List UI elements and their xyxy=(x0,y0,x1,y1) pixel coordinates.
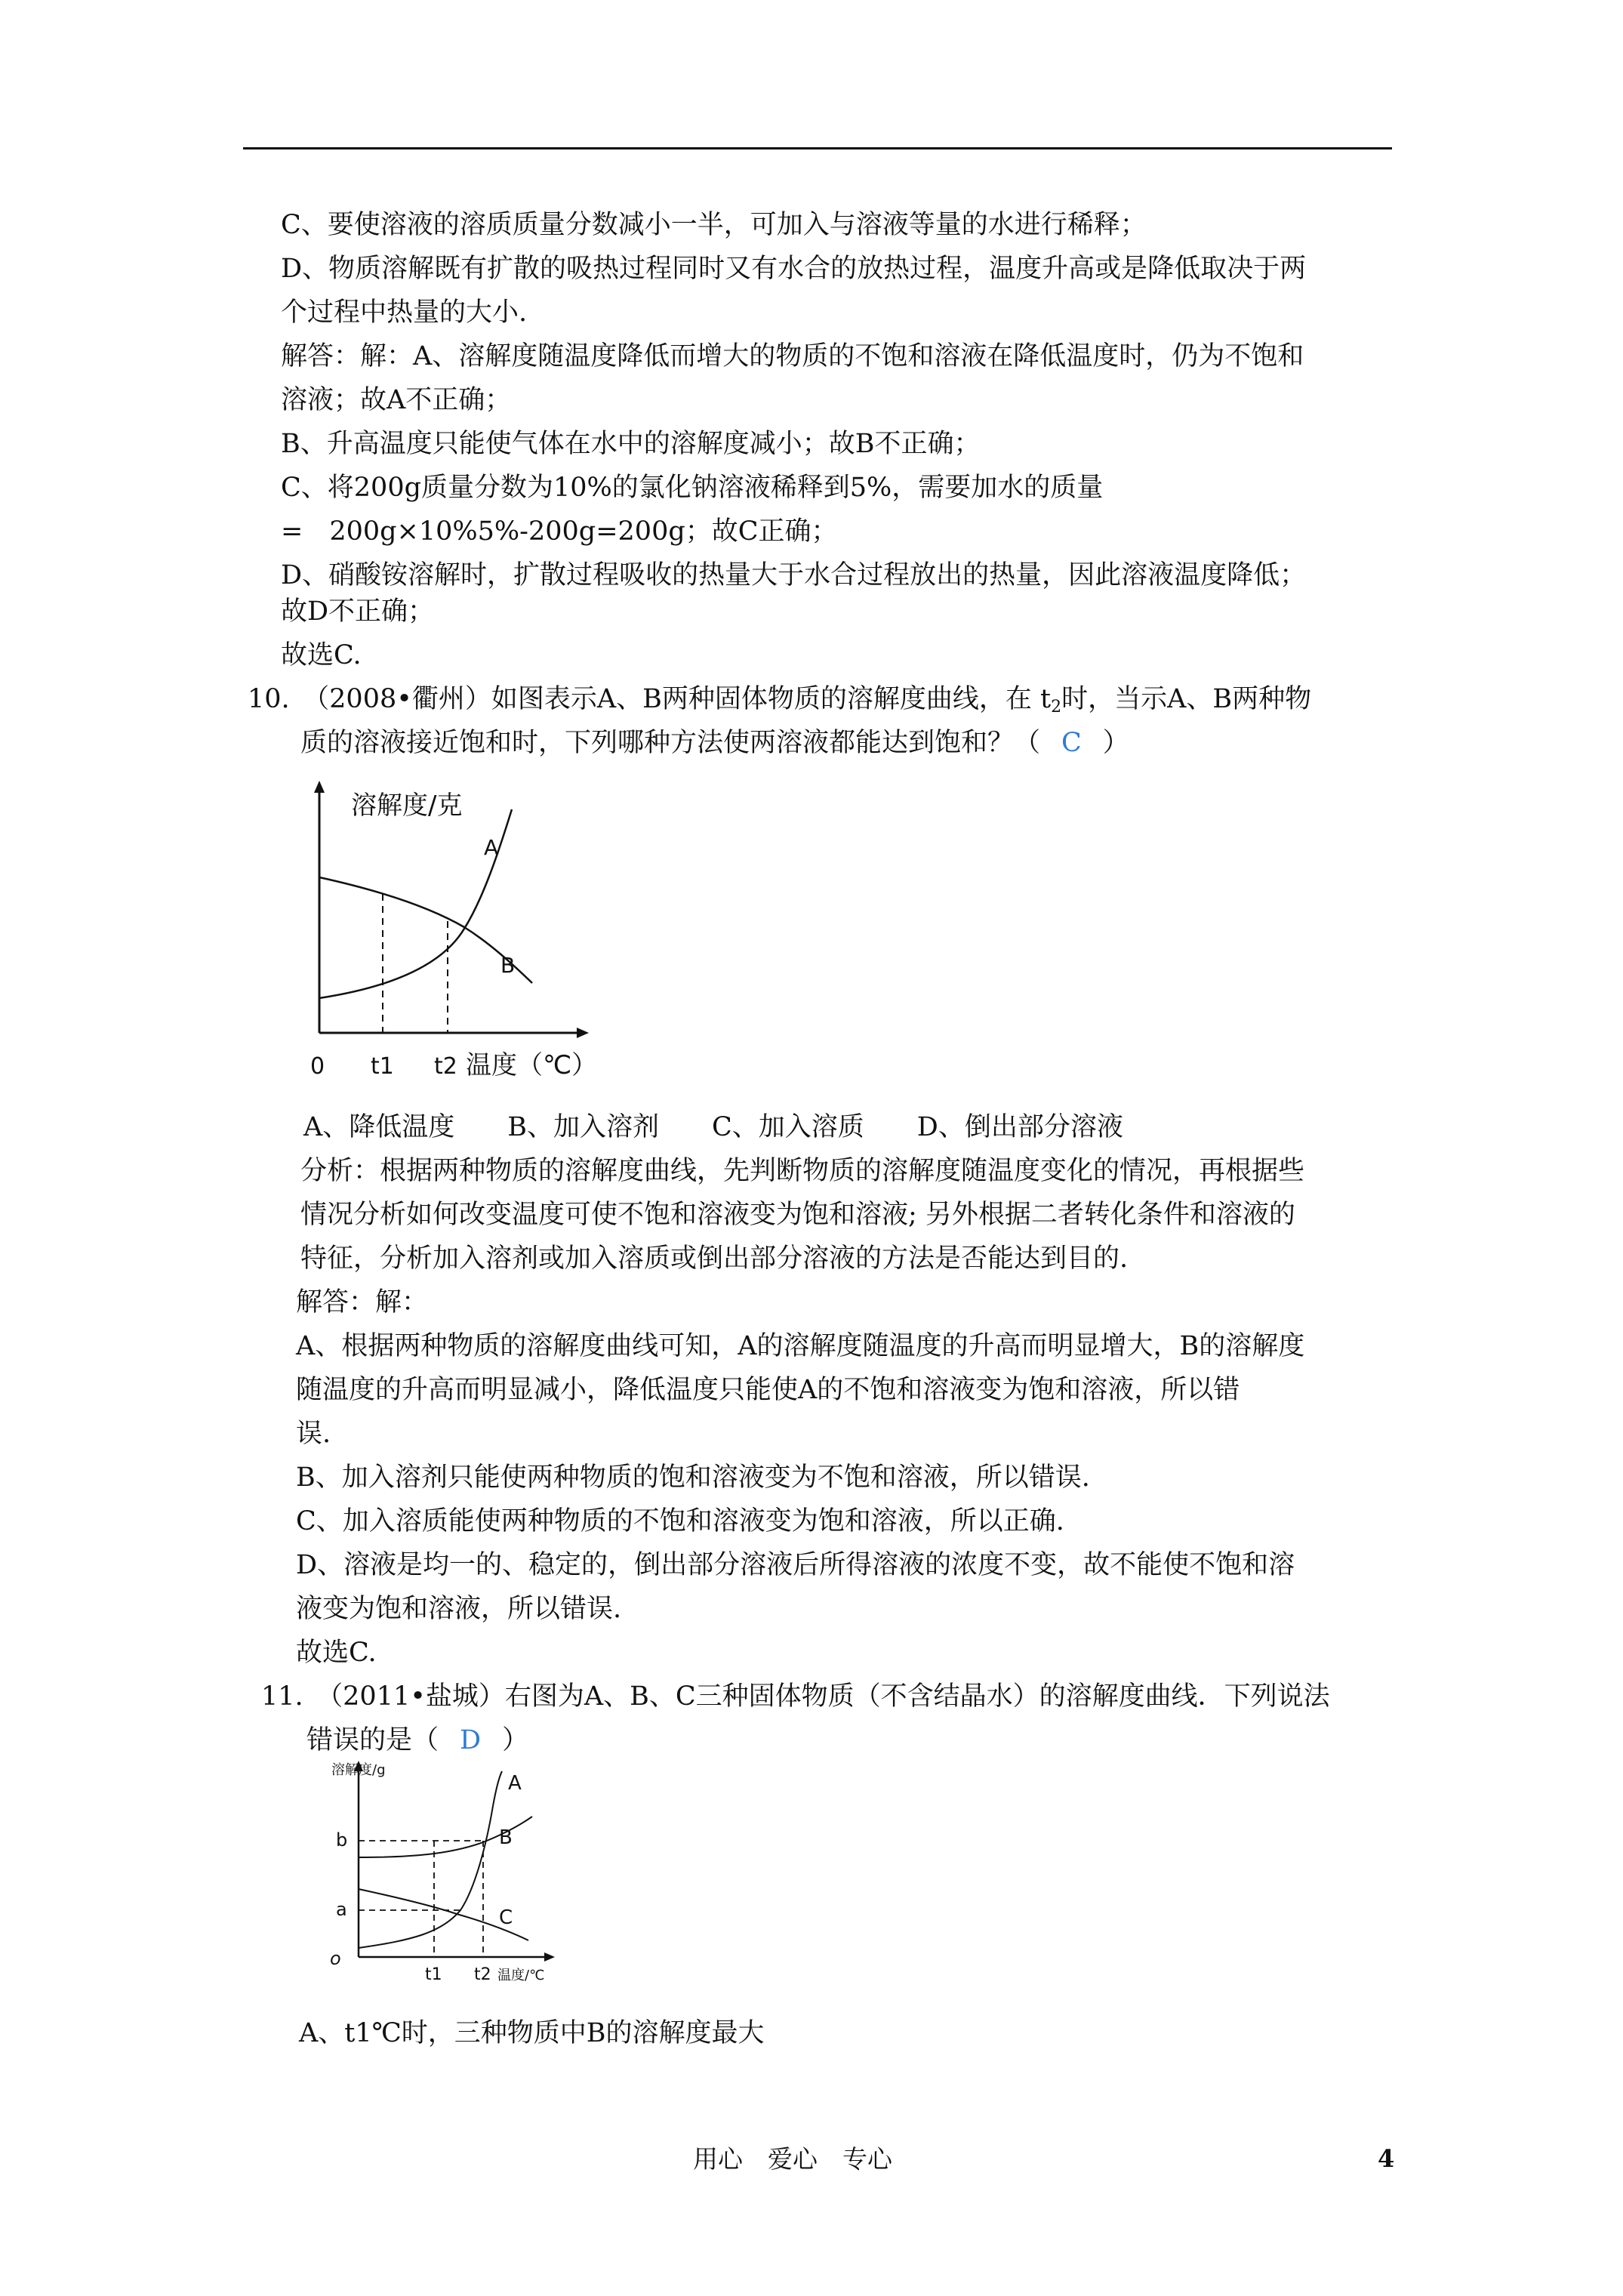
q11-answer: D xyxy=(460,1725,482,1755)
q10-options: A、降低温度 B、加入溶剂 C、加入溶质 D、倒出部分溶液 xyxy=(303,1112,1123,1142)
chart2-ylabel xyxy=(331,1762,386,1778)
text-line: 个过程中热量的大小. xyxy=(281,297,528,328)
text-line: = 200g×10%5%-200g=200g；故C正确； xyxy=(281,516,838,547)
chart2-label-C: C xyxy=(499,1906,513,1929)
q10-answer: C xyxy=(1061,728,1082,758)
text-line: B、加入溶剂只能使两种物质的饱和溶液变为不饱和溶液，所以错误. xyxy=(296,1462,1090,1493)
text-line: C、要使溶液的溶质质量分数减小一半，可加入与溶液等量的水进行稀释； xyxy=(281,210,1147,240)
q10-text-c: 质的溶液接近饱和时，下列哪种方法使两溶液都能达到饱和？（ xyxy=(300,728,1041,758)
q11-option-A: A、t1℃时，三种物质中B的溶解度最大 xyxy=(299,2018,765,2048)
chart2-tick-t2: t2 xyxy=(474,1965,491,1984)
header-rule xyxy=(243,147,1392,149)
chart2-label-B: B xyxy=(499,1826,513,1849)
chart2-origin: o xyxy=(330,1948,341,1969)
text-line: 特征，分析加入溶剂或加入溶质或倒出部分溶液的方法是否能达到目的. xyxy=(300,1244,1129,1274)
solubility-chart-2 xyxy=(321,1759,562,1986)
q10-text-a: 10. （2008•衢州）如图表示A、B两种固体物质的溶解度曲线，在 t xyxy=(248,684,1052,714)
question-10-line2 xyxy=(300,722,1129,764)
text-line: D、物质溶解既有扩散的吸热过程同时又有水合的放热过程，温度升高或是降低取决于两 xyxy=(281,254,1307,284)
q10-close: ） xyxy=(1102,728,1129,758)
text-line: C、将200g质量分数为10%的氯化钠溶液稀释到5%，需要加水的质量 xyxy=(281,473,1104,503)
chart2-mark-b: b xyxy=(336,1829,348,1851)
chart2-tick-t1: t1 xyxy=(425,1965,442,1984)
chart1-origin: 0 xyxy=(310,1053,325,1080)
chart1-tick-t1: t1 xyxy=(371,1053,394,1080)
chart2-xlabel: 温度/℃ xyxy=(497,1968,545,1983)
text-line: D、硝酸铵溶解时，扩散过程吸收的热量大于水合过程放出的热量，因此溶液温度降低； xyxy=(281,560,1307,590)
text-line: 故D不正确； xyxy=(281,596,435,627)
text-line: B、升高温度只能使气体在水中的溶解度减小；故B不正确； xyxy=(281,429,981,459)
chart1-ylabel: 溶解度/克 xyxy=(351,791,463,821)
chart1-label-B: B xyxy=(500,953,516,978)
page-number: 4 xyxy=(1378,2144,1395,2173)
text-line: 分析：根据两种物质的溶解度曲线，先判断物质的溶解度随温度变化的情况，再根据些 xyxy=(300,1156,1305,1186)
text-line: 解答：解：A、溶解度随温度降低而增大的物质的不饱和溶液在降低温度时，仍为不饱和 xyxy=(281,341,1304,371)
footer-motto: 用心 爱心 专心 xyxy=(693,2144,892,2174)
text-line: 故选C. xyxy=(281,640,362,670)
q10-subscript: 2 xyxy=(1051,698,1062,717)
solubility-chart-1 xyxy=(298,778,615,1095)
text-line: 解答：解： xyxy=(296,1287,429,1318)
text-line: A、根据两种物质的溶解度曲线可知，A的溶解度随温度的升高而明显增大，B的溶解度 xyxy=(296,1331,1305,1361)
chart2-x-arrow xyxy=(544,1952,555,1962)
chart1-label-A: A xyxy=(484,835,499,860)
text-line: C、加入溶质能使两种物质的不饱和溶液变为饱和溶液，所以正确. xyxy=(296,1506,1064,1536)
text-line: 情况分析如何改变温度可使不饱和溶液变为饱和溶液; 另外根据二者转化条件和溶液的 xyxy=(300,1200,1295,1230)
chart1-y-arrow xyxy=(314,781,325,793)
question-10-line1 xyxy=(248,678,1311,729)
q11-text-b: 错误的是（ xyxy=(306,1725,439,1755)
q11-close: ） xyxy=(502,1725,529,1755)
text-line: D、溶液是均一的、稳定的，倒出部分溶液后所得溶液的浓度不变，故不能使不饱和溶 xyxy=(296,1550,1295,1580)
text-line: 溶液；故A不正确； xyxy=(281,385,512,415)
text-line: 随温度的升高而明显减小，降低温度只能使A的不饱和溶液变为饱和溶液，所以错 xyxy=(296,1375,1240,1405)
chart2-mark-a: a xyxy=(336,1899,347,1920)
text-line: 误. xyxy=(296,1419,331,1449)
chart1-tick-t2: t2 xyxy=(434,1053,457,1080)
question-11-line2 xyxy=(306,1719,528,1761)
q10-text-b: 时，当示A、B两种物 xyxy=(1061,684,1312,714)
question-11-line1: 11. （2011•盐城）右图为A、B、C三种固体物质（不含结晶水）的溶解度曲线．下列说法 xyxy=(261,1681,1330,1712)
text-line: 液变为饱和溶液，所以错误. xyxy=(296,1594,622,1624)
text-line: 故选C. xyxy=(296,1638,377,1668)
chart1-xlabel: 温度（℃） xyxy=(466,1050,598,1080)
chart1-x-arrow xyxy=(577,1028,589,1038)
chart2-ylabel-text: 溶解度/g xyxy=(331,1762,386,1778)
chart2-label-A: A xyxy=(508,1772,522,1795)
